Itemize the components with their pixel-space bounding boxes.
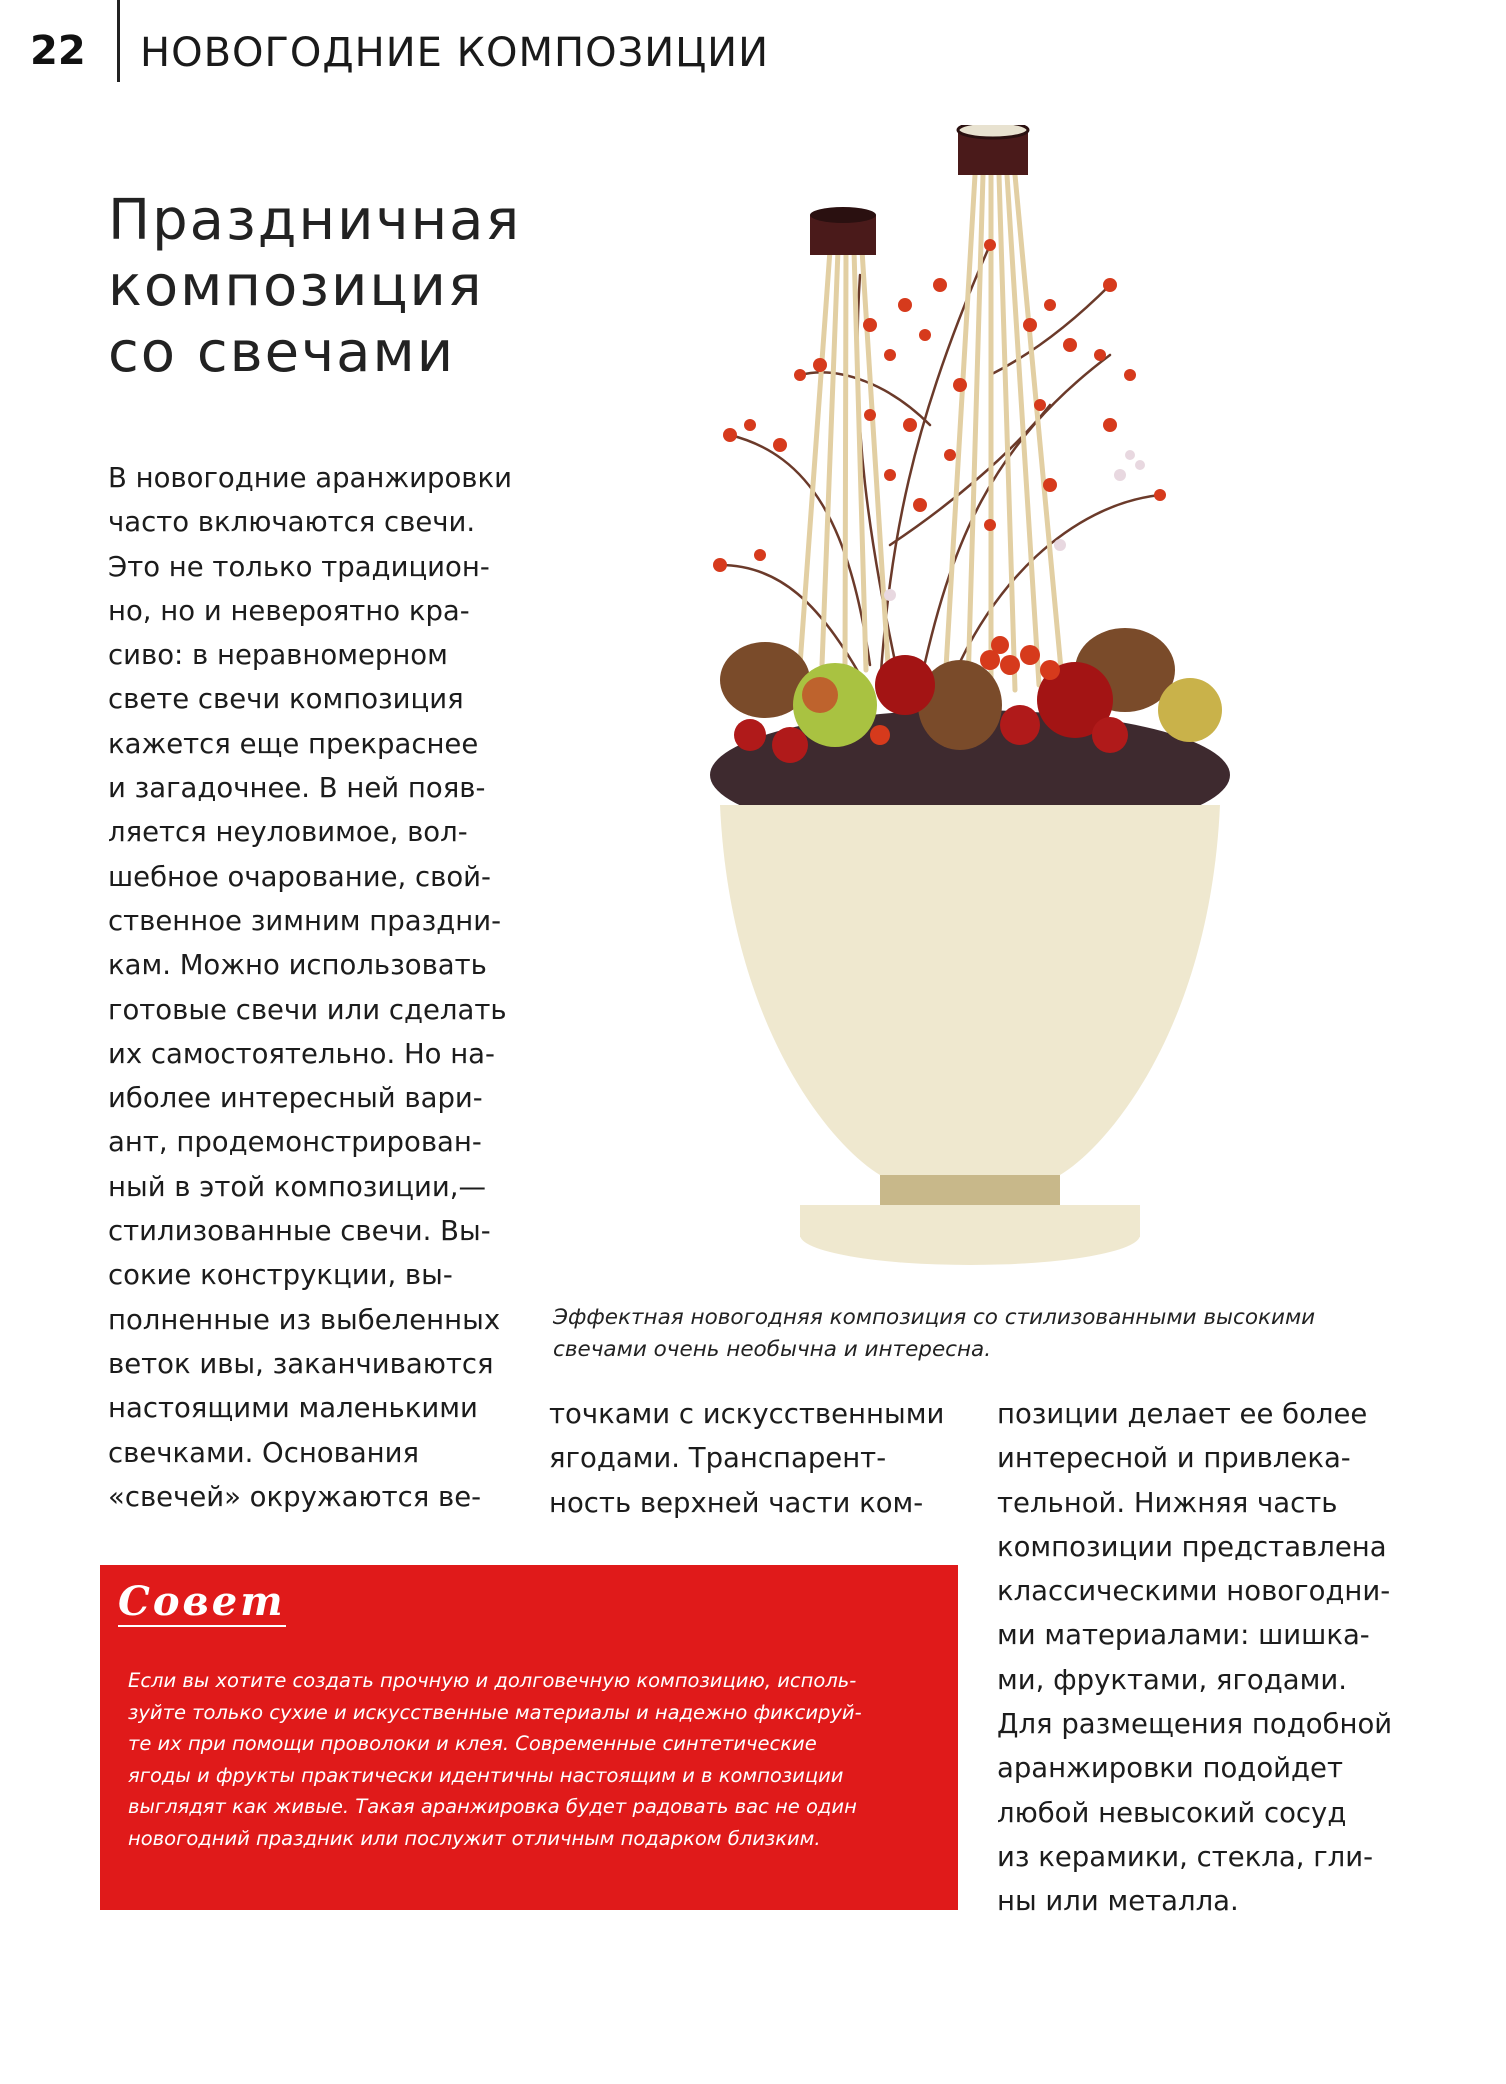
tip-line: зуйте только сухие и искусственные материалы и надежно фиксируй- xyxy=(128,1700,862,1724)
caption-line: Эффектная новогодняя композиция со стилизованными высокими xyxy=(553,1305,1316,1330)
body-column-3 xyxy=(997,1392,1392,1924)
text-line: но, но и невероятно кра- xyxy=(108,594,470,627)
tip-line: Если вы хотите создать прочную и долговечную композицию, исполь- xyxy=(128,1669,857,1692)
tip-line: те их при помощи проволоки и клея. Современные синтетические xyxy=(128,1732,817,1755)
text-line: ми материалами: шишка- xyxy=(997,1619,1370,1652)
text-line: из керамики, стекла, гли- xyxy=(997,1840,1374,1873)
text-line: ант, продемонстрирован- xyxy=(108,1126,482,1159)
text-line: кажется еще прекраснее xyxy=(108,727,479,760)
candle-right xyxy=(958,125,1028,175)
tip-line: выглядят как живые. Такая аранжировка будет радовать вас не один xyxy=(128,1795,857,1818)
text-line: готовые свечи или сделать xyxy=(108,993,507,1026)
text-line: сиво: в неравномерном xyxy=(108,639,448,672)
tip-line: новогодний праздник или послужит отличным подарком близким. xyxy=(128,1826,821,1850)
title-line: Праздничная xyxy=(108,188,522,253)
text-line: ми, фруктами, ягодами. xyxy=(997,1663,1347,1696)
text-line: стилизованные свечи. Вы- xyxy=(108,1215,491,1248)
tip-title: Совет xyxy=(118,1578,286,1625)
text-line: Это не только традицион- xyxy=(108,550,490,583)
text-line: позиции делает ее более xyxy=(997,1398,1368,1430)
body-column-1 xyxy=(108,456,512,1519)
text-line: часто включаются свечи. xyxy=(108,506,476,539)
text-line: ный в этой композиции,— xyxy=(108,1170,486,1203)
berries xyxy=(713,239,1166,572)
header-divider xyxy=(117,0,120,82)
caption-line: свечами очень необычна и интересна. xyxy=(553,1337,992,1362)
tip-line: ягоды и фрукты практически идентичны настоящим и в композиции xyxy=(128,1763,844,1787)
tip-text xyxy=(128,1665,943,1854)
body-column-2 xyxy=(549,1392,944,1525)
text-line: классическими новогодни- xyxy=(997,1575,1391,1608)
text-line: и загадочнее. В ней появ- xyxy=(108,772,486,805)
text-line: Для размещения подобной xyxy=(997,1708,1393,1741)
title-line: со свечами xyxy=(108,320,456,385)
text-line: ны или металла. xyxy=(997,1885,1239,1918)
text-line: композиции представлена xyxy=(997,1530,1387,1563)
vase xyxy=(720,805,1220,1265)
text-line: свечками. Основания xyxy=(108,1436,420,1469)
text-line: настоящими маленькими xyxy=(108,1392,478,1425)
text-line: кам. Можно использовать xyxy=(108,949,487,982)
running-head: НОВОГОДНИЕ КОМПОЗИЦИИ xyxy=(140,30,770,76)
article-title xyxy=(108,188,568,386)
candle-left xyxy=(810,207,876,255)
arrangement-photo xyxy=(690,125,1250,1275)
text-line: полненные из выбеленных xyxy=(108,1303,501,1336)
text-line: тельной. Нижняя часть xyxy=(997,1486,1338,1519)
text-line: их самостоятельно. Но на- xyxy=(108,1037,495,1070)
text-line: аранжировки подойдет xyxy=(997,1752,1343,1785)
text-line: шебное очарование, свой- xyxy=(108,860,491,893)
text-line: В новогодние аранжировки xyxy=(108,462,513,494)
text-line: веток ивы, заканчиваются xyxy=(108,1347,494,1380)
text-line: ягодами. Транспарент- xyxy=(549,1442,887,1475)
photo-caption xyxy=(553,1302,1353,1366)
text-line: любой невысокий сосуд xyxy=(997,1796,1347,1829)
text-line: сокие конструкции, вы- xyxy=(108,1259,453,1292)
twigs xyxy=(720,245,1160,685)
tip-box xyxy=(100,1565,958,1910)
text-line: точками с искусственными xyxy=(549,1398,945,1430)
text-line: свете свечи композиция xyxy=(108,683,464,716)
text-line: ляется неуловимое, вол- xyxy=(108,816,468,849)
page-number: 22 xyxy=(30,28,86,74)
text-line: ственное зимним праздни- xyxy=(108,904,501,937)
text-line: иболее интересный вари- xyxy=(108,1082,483,1115)
text-line: ность верхней части ком- xyxy=(549,1486,924,1519)
text-line: интересной и привлека- xyxy=(997,1442,1351,1475)
title-line: композиция xyxy=(108,254,484,319)
text-line: «свечей» окружаются ве- xyxy=(108,1480,482,1513)
